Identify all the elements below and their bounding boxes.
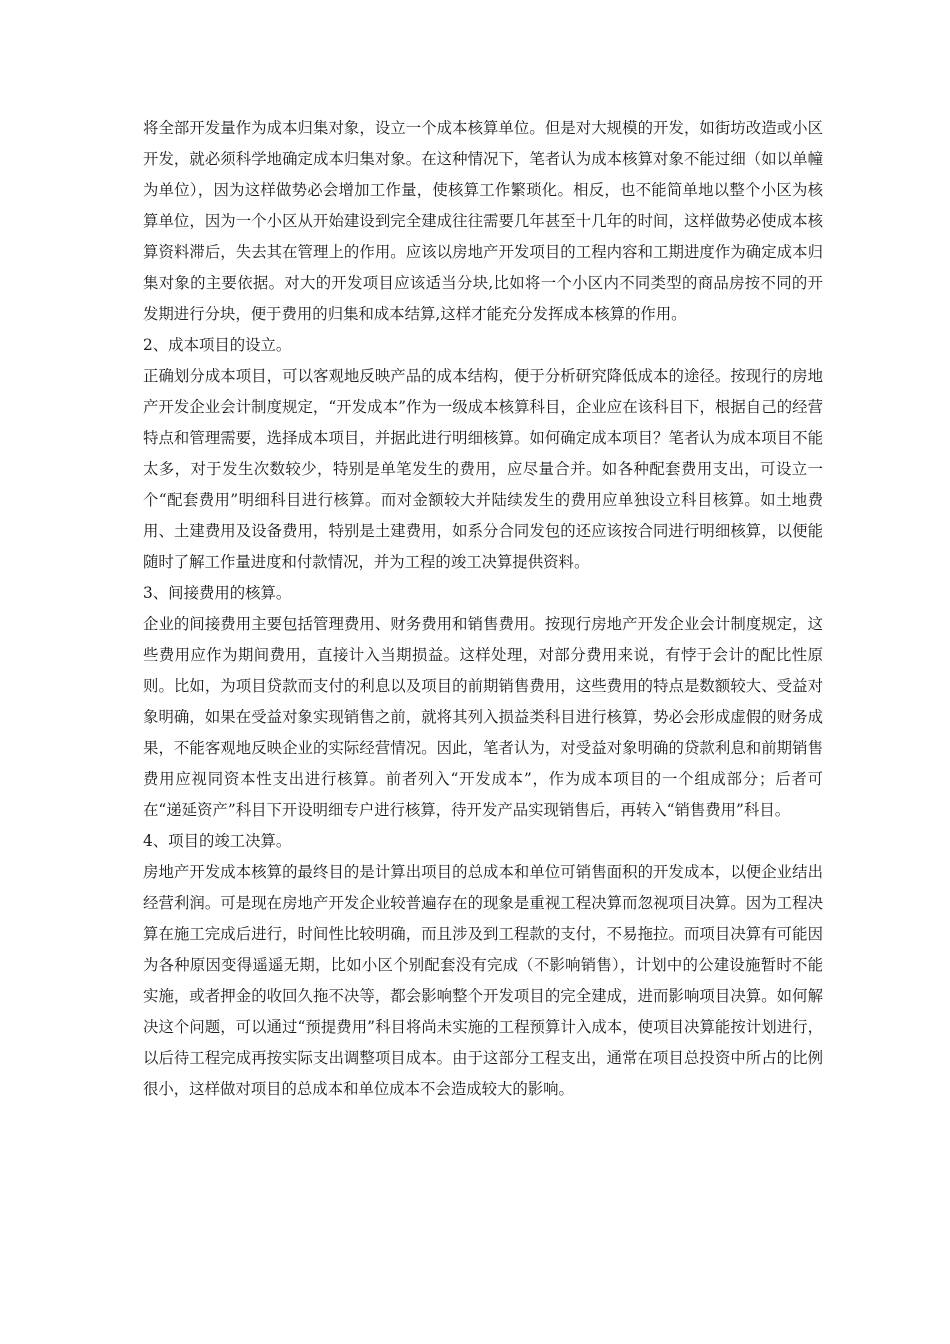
section-heading-3: 3、间接费用的核算。 [143, 584, 292, 602]
section-heading-2: 2、成本项目的设立。 [143, 336, 292, 354]
section-heading-4: 4、项目的竣工决算。 [143, 832, 292, 850]
paragraph-final-accounts: 房地产开发成本核算的最终目的是计算出项目的总成本和单位可销售面积的开发成本，以便企业结出经营利润。可是现在房地产开发企业较普遍存在的现象是重视工程决算而忽视项目决算。因为工程决算在施工完成后进行，时间性比较明确，而且涉及到工程款的支付，不易拖拉。而项目决算有可能因为各种原因变得遥遥无期，比如小区个别配套没有完成（不影响销售），计划中的公建设施暂时不能实施，或者押金的收回久拖不决等，都会影响整个开发项目的完全建成，进而影响项目决算。如何解决这个问题，可以通过“预提费用”科目将尚未实施的工程预算计入成本，使项目决算能按计划进行，以后待工程完成再按实际支出调整项目成本。由于这部分工程支出，通常在项目总投资中所占的比例很小，这样做对项目的总成本和单位成本不会造成较大的影响。 [143, 863, 823, 1098]
paragraph-cost-items: 正确划分成本项目，可以客观地反映产品的成本结构，便于分析研究降低成本的途径。按现行的房地产开发企业会计制度规定，“开发成本”作为一级成本核算科目，企业应在该科目下，根据自己的经营特点和管理需要，选择成本项目，并据此进行明细核算。如何确定成本项目？笔者认为成本项目不能太多，对于发生次数较少，特别是单笔发生的费用，应尽量合并。如各种配套费用支出，可设立一个“配套费用”明细科目进行核算。而对金额较大并陆续发生的费用应单独设立科目核算。如土地费用、土建费用及设备费用，特别是土建费用，如系分合同发包的还应该按合同进行明细核算，以便能随时了解工作量进度和付款情况，并为工程的竣工决算提供资料。 [143, 367, 823, 571]
paragraph-cost-object: 将全部开发量作为成本归集对象，设立一个成本核算单位。但是对大规模的开发，如街坊改造或小区开发，就必须科学地确定成本归集对象。在这种情况下，笔者认为成本核算对象不能过细（如以单幢为单位），因为这样做势必会增加工作量，使核算工作繁琐化。相反，也不能简单地以整个小区为核算单位，因为一个小区从开始建设到完全建成往往需要几年甚至十几年的时间，这样做势必使成本核算资料滞后，失去其在管理上的作用。应该以房地产开发项目的工程内容和工期进度作为确定成本归集对象的主要依据。对大的开发项目应该适当分块,比如将一个小区内不同类型的商品房按不同的开发期进行分块，便于费用的归集和成本结算,这样才能充分发挥成本核算的作用。 [143, 119, 823, 323]
paragraph-indirect-costs: 企业的间接费用主要包括管理费用、财务费用和销售费用。按现行房地产开发企业会计制度规定，这些费用应作为期间费用，直接计入当期损益。这样处理，对部分费用来说，有悖于会计的配比性原则。比如，为项目贷款而支付的利息以及项目的前期销售费用，这些费用的特点是数额较大、受益对象明确，如果在受益对象实现销售之前，就将其列入损益类科目进行核算，势必会形成虚假的财务成果，不能客观地反映企业的实际经营情况。因此，笔者认为，对受益对象明确的贷款利息和前期销售费用应视同资本性支出进行核算。前者列入“开发成本”，作为成本项目的一个组成部分；后者可在“递延资产”科目下开设明细专户进行核算，待开发产品实现销售后，再转入“销售费用”科目。 [143, 615, 823, 819]
document-body [143, 113, 823, 1105]
